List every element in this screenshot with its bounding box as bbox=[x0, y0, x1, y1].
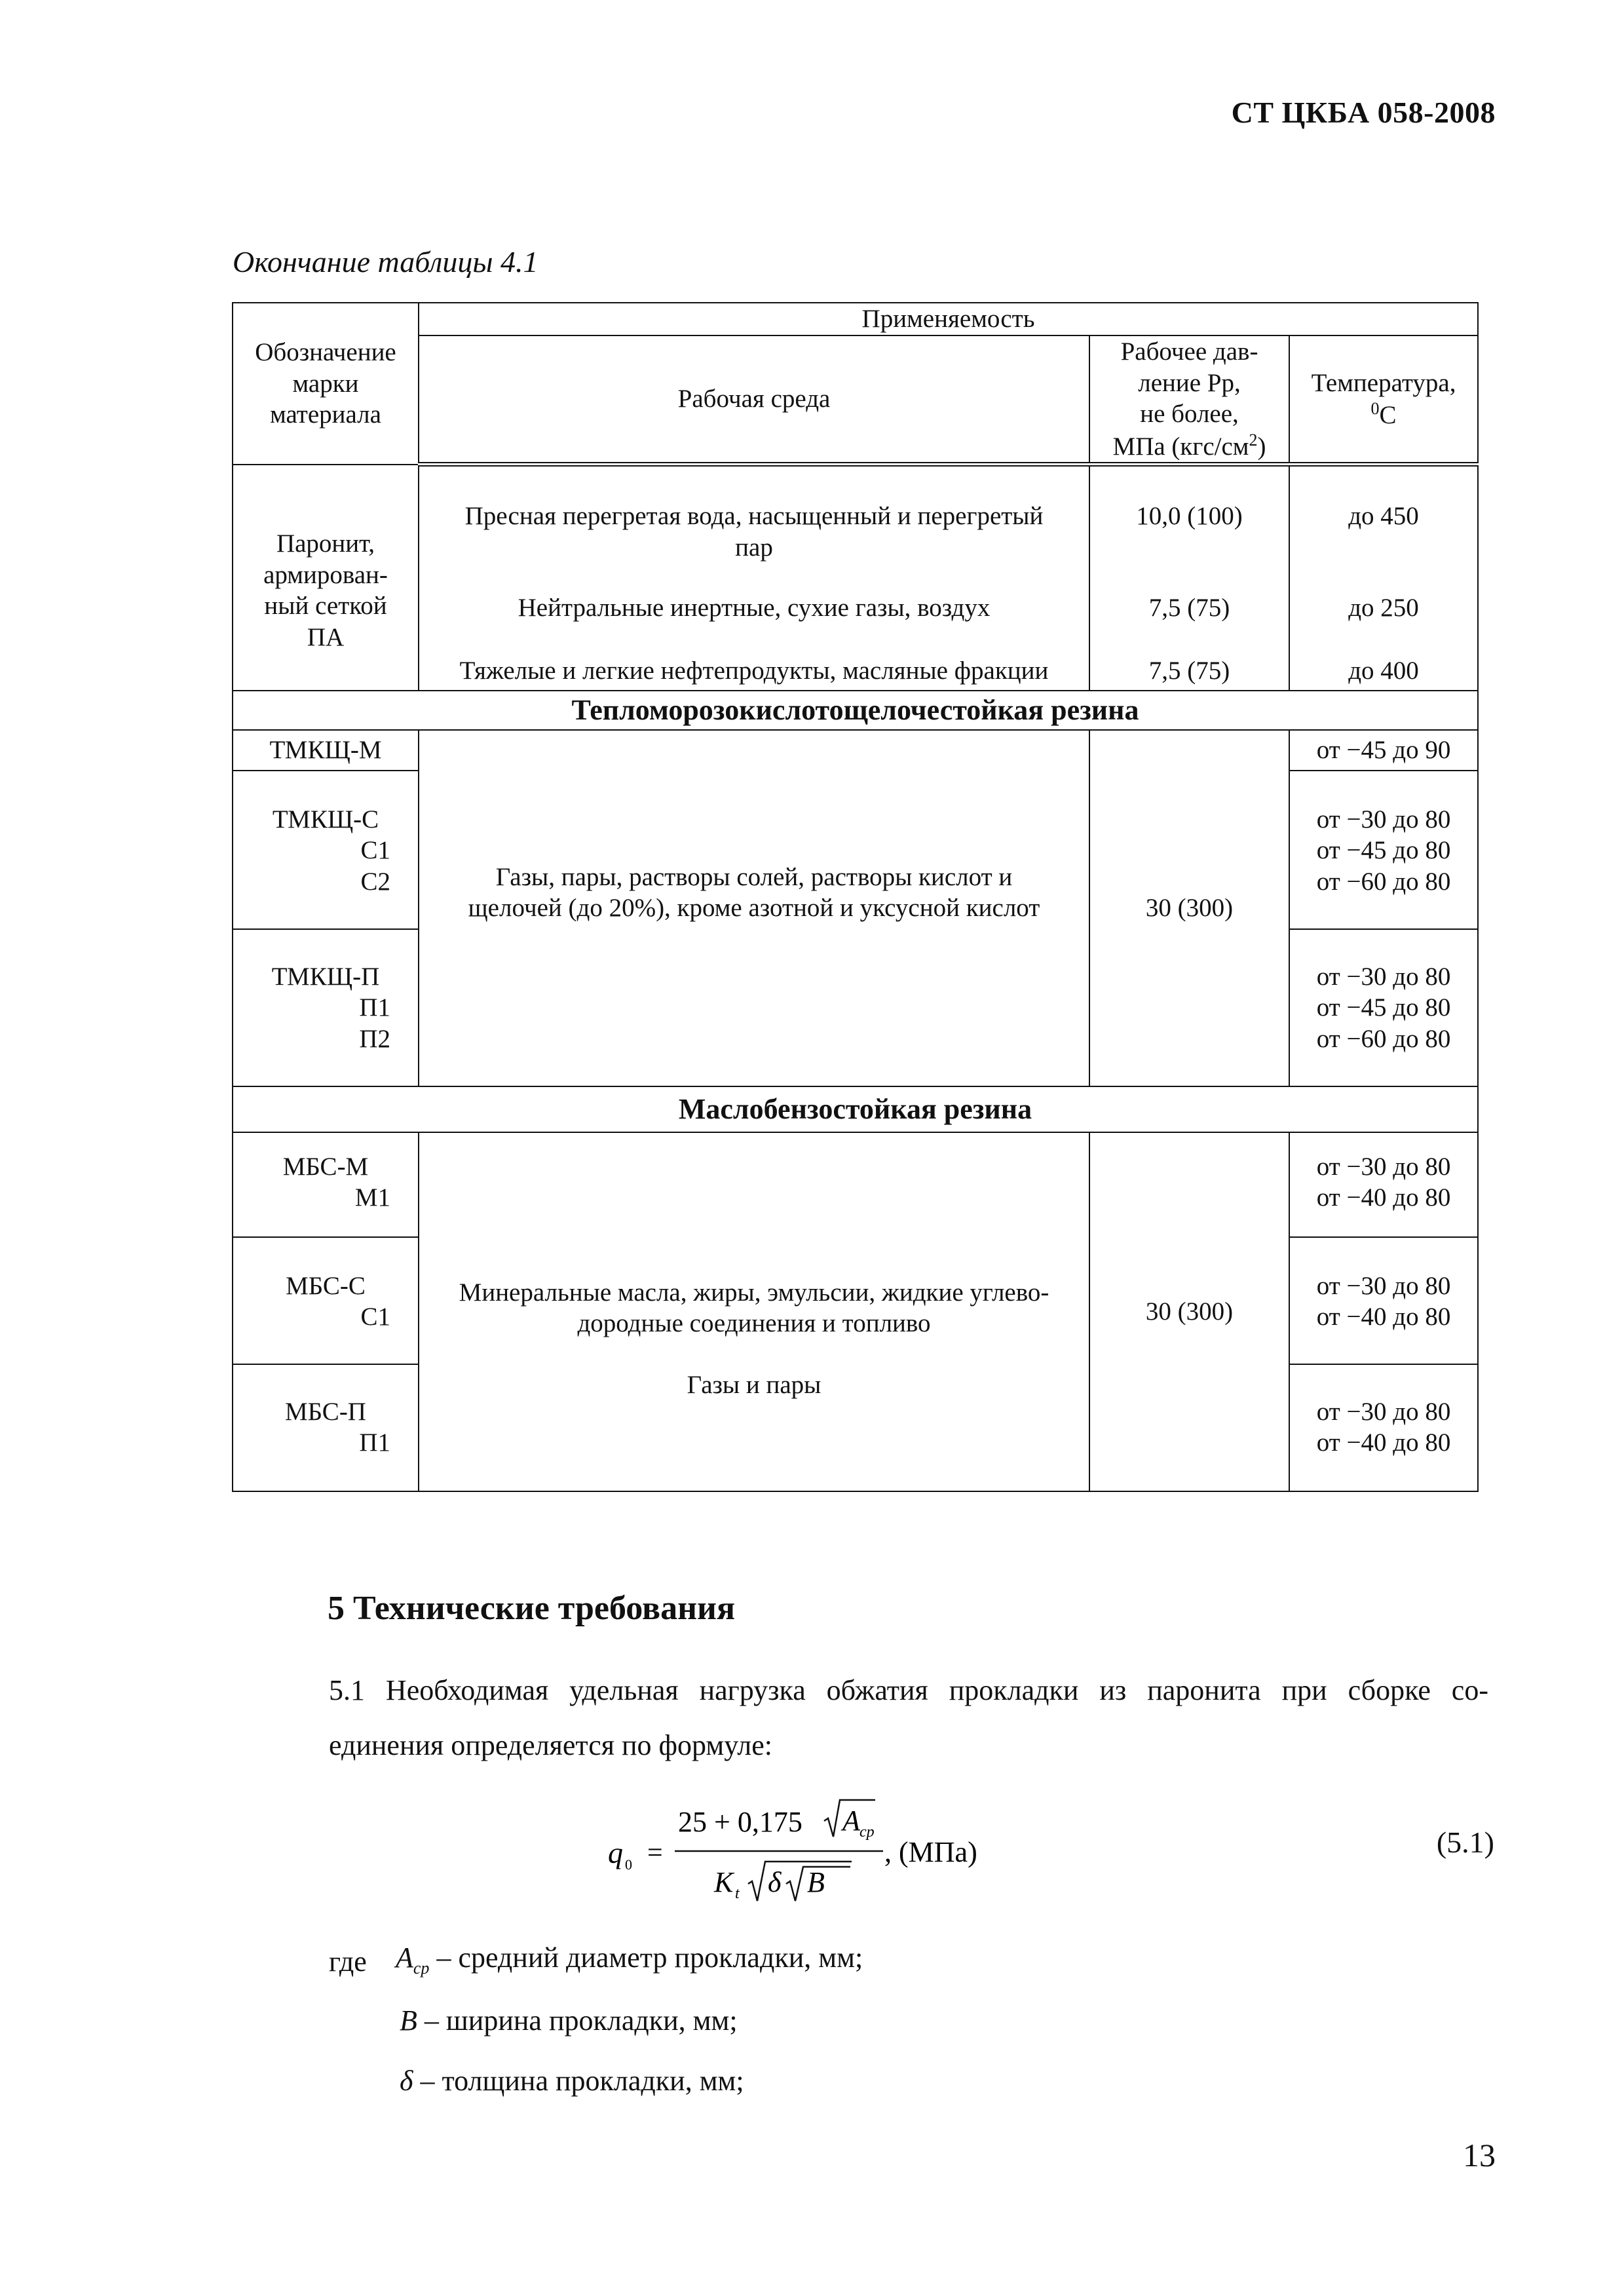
temp-tmkshch-m: от −45 до 90 bbox=[1289, 730, 1478, 771]
temps-tmkshch-s: от −30 до 80 от −45 до 80 от −60 до 80 bbox=[1289, 771, 1478, 929]
document-code: СТ ЦКБА 058-2008 bbox=[1231, 96, 1496, 129]
paronite-row bbox=[233, 465, 1478, 691]
section2-pressure: 30 (300) bbox=[1089, 1132, 1289, 1491]
paragraph-5-1-cont: единения определяется по формуле: bbox=[329, 1729, 772, 1761]
section-heading: 5 Технические требования bbox=[328, 1590, 736, 1627]
header-medium: Рабочая среда bbox=[419, 335, 1089, 465]
grade-mbs-p: МБС-П П1 bbox=[233, 1364, 419, 1491]
svg-text:0: 0 bbox=[625, 1856, 632, 1873]
def-a-cp: $A_{ср}$ – средний диаметр прокладки, мм; bbox=[396, 1942, 863, 1978]
svg-text:t: t bbox=[735, 1885, 740, 1902]
materials-table bbox=[232, 302, 1479, 1492]
paronite-media: Пресная перегретая вода, насыщенный и перегретый пар Нейтральные инертные, сухие газы, воздух Тяжелые и легкие нефтепродукты, масляные фракции bbox=[419, 465, 1089, 691]
table-caption: Окончание таблицы 4.1 bbox=[233, 245, 538, 278]
formula-number: (5.1) bbox=[1436, 1826, 1494, 1859]
temps-tmkshch-p: от −30 до 80 от −45 до 80 от −60 до 80 bbox=[1289, 929, 1478, 1086]
grade-tmkshch-m: ТМКЩ-М bbox=[233, 730, 419, 771]
grade-tmkshch-p: ТМКЩ-П П1 П2 bbox=[233, 929, 419, 1086]
grade-tmkshch-s: ТМКЩ-С С1 С2 bbox=[233, 771, 419, 929]
formula-5-1 bbox=[603, 1786, 1022, 1910]
header-designation: Обозначение марки материала bbox=[233, 303, 419, 465]
section2-medium: Минеральные масла, жиры, эмульсии, жидкие углево- дородные соединения и топливо Газы и пары bbox=[419, 1132, 1089, 1491]
svg-text:δ: δ bbox=[768, 1866, 782, 1898]
temps-mbs-s: от −30 до 80 от −40 до 80 bbox=[1289, 1237, 1478, 1364]
svg-text:, (МПа): , (МПа) bbox=[884, 1836, 977, 1868]
header-temperature: Температура, $^0$С bbox=[1289, 335, 1478, 465]
svg-text:25 + 0,175: 25 + 0,175 bbox=[678, 1806, 803, 1838]
def-delta: δ – толщина прокладки, мм; bbox=[400, 2065, 744, 2097]
svg-text:A: A bbox=[842, 1805, 860, 1837]
def-b: B – ширина прокладки, мм; bbox=[400, 2004, 738, 2037]
svg-text:ср: ср bbox=[859, 1824, 875, 1841]
svg-text:K: K bbox=[714, 1866, 734, 1898]
grade-mbs-m: МБС-М М1 bbox=[233, 1132, 419, 1237]
section-heat-frost-rubber: Тепломорозокислотощелочестойкая резина bbox=[233, 691, 1478, 730]
svg-text:q: q bbox=[608, 1836, 623, 1869]
paronite-temps: до 450 до 250 до 400 bbox=[1289, 465, 1478, 691]
header-applicability: Применяемость bbox=[419, 303, 1478, 335]
paronite-name: Паронит, армирован- ный сеткой ПА bbox=[233, 465, 419, 691]
paronite-pressures: 10,0 (100) 7,5 (75) 7,5 (75) bbox=[1089, 465, 1289, 691]
page-number: 13 bbox=[1463, 2137, 1496, 2173]
section-oil-petrol-rubber: Маслобензостойкая резина bbox=[233, 1086, 1478, 1132]
header-pressure: Рабочее дав- ление Рр, не более, МПа $(кгс/см^2)$ bbox=[1089, 335, 1289, 465]
section1-pressure: 30 (300) bbox=[1089, 730, 1289, 1086]
svg-text:=: = bbox=[647, 1838, 663, 1868]
svg-text:B: B bbox=[807, 1866, 825, 1898]
paragraph-5-1: 5.1 Необходимая удельная нагрузка обжатия прокладки из паронита при сборке со- bbox=[329, 1674, 1488, 1706]
where-word: где bbox=[329, 1945, 367, 1978]
temps-mbs-m: от −30 до 80 от −40 до 80 bbox=[1289, 1132, 1478, 1237]
section1-medium: Газы, пары, растворы солей, растворы кислот и щелочей (до 20%), кроме азотной и уксусной кислот bbox=[419, 730, 1089, 1086]
grade-mbs-s: МБС-С С1 bbox=[233, 1237, 419, 1364]
temps-mbs-p: от −30 до 80 от −40 до 80 bbox=[1289, 1364, 1478, 1491]
